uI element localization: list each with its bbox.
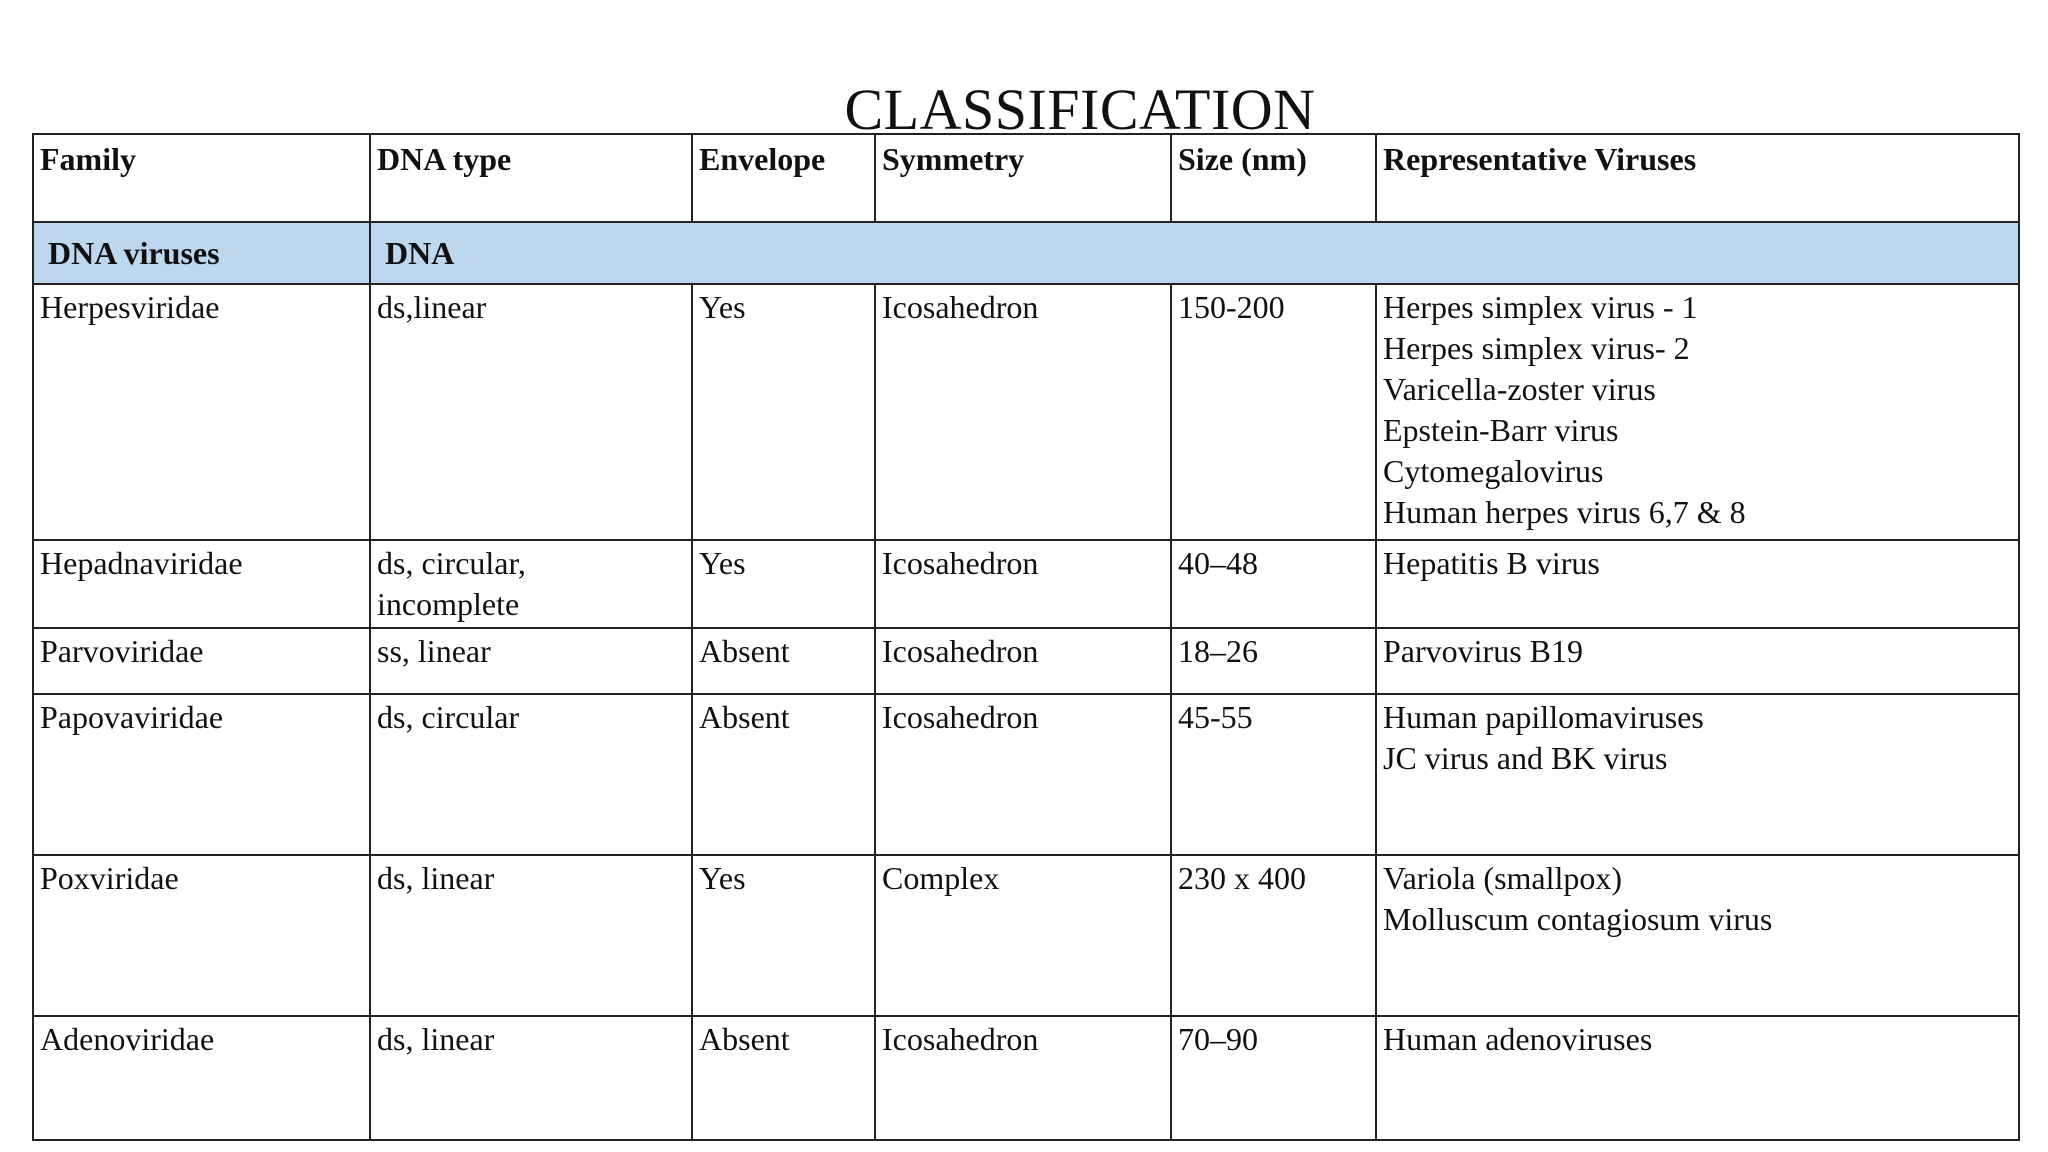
virus-item: Molluscum contagiosum virus: [1383, 901, 1773, 937]
cell-family: Hepadnaviridae: [33, 540, 370, 628]
cell-size: 70–90: [1171, 1016, 1376, 1140]
cell-dna-type: ss, linear: [370, 628, 692, 694]
table-row: [33, 628, 2019, 694]
table-row: [33, 540, 2019, 628]
cell-symmetry: Icosahedron: [875, 1016, 1171, 1140]
cell-envelope: Absent: [692, 1016, 875, 1140]
cell-envelope: Absent: [692, 694, 875, 855]
cell-envelope: Yes: [692, 540, 875, 628]
cell-size: 150-200: [1171, 284, 1376, 540]
virus-item: Parvovirus B19: [1383, 633, 1583, 669]
cell-dna-type: ds,linear: [370, 284, 692, 540]
cell-symmetry: Complex: [875, 855, 1171, 1016]
cell-family: Papovaviridae: [33, 694, 370, 855]
cell-dna-type: [370, 540, 692, 628]
cell-family: Poxviridae: [33, 855, 370, 1016]
dna-type-line: ds, circular,: [377, 545, 526, 581]
cell-dna-type: ds, linear: [370, 1016, 692, 1140]
cell-dna-type: ds, circular: [370, 694, 692, 855]
cell-viruses: [1376, 694, 2019, 855]
cell-viruses: [1376, 1016, 2019, 1140]
table-header-row: [33, 134, 2019, 222]
cell-viruses: [1376, 855, 2019, 1016]
cell-family: Herpesviridae: [33, 284, 370, 540]
virus-item: Herpes simplex virus- 2: [1383, 330, 1690, 366]
table-row: [33, 694, 2019, 855]
table-row: [33, 855, 2019, 1016]
cell-size: 45-55: [1171, 694, 1376, 855]
header-dna-type: DNA type: [370, 134, 692, 222]
virus-item: Varicella-zoster virus: [1383, 371, 1656, 407]
table-row: [33, 284, 2019, 540]
cell-size: 40–48: [1171, 540, 1376, 628]
section-value: DNA: [370, 222, 2019, 284]
cell-symmetry: Icosahedron: [875, 540, 1171, 628]
header-family: Family: [33, 134, 370, 222]
cell-family: Parvoviridae: [33, 628, 370, 694]
cell-viruses: [1376, 540, 2019, 628]
header-symmetry: Symmetry: [875, 134, 1171, 222]
virus-item: Herpes simplex virus - 1: [1383, 289, 1698, 325]
virus-item: Human adenoviruses: [1383, 1021, 1653, 1057]
cell-size: 18–26: [1171, 628, 1376, 694]
cell-viruses: [1376, 284, 2019, 540]
cell-size: 230 x 400: [1171, 855, 1376, 1016]
cell-symmetry: Icosahedron: [875, 694, 1171, 855]
cell-family: Adenoviridae: [33, 1016, 370, 1140]
cell-viruses: [1376, 628, 2019, 694]
section-label: DNA viruses: [33, 222, 370, 284]
dna-type-line: incomplete: [377, 586, 520, 622]
cell-envelope: Absent: [692, 628, 875, 694]
virus-item: Epstein-Barr virus: [1383, 412, 1619, 448]
cell-symmetry: Icosahedron: [875, 284, 1171, 540]
cell-symmetry: Icosahedron: [875, 628, 1171, 694]
cell-envelope: Yes: [692, 284, 875, 540]
table-row: [33, 1016, 2019, 1140]
virus-item: JC virus and BK virus: [1383, 740, 1668, 776]
virus-item: Hepatitis B virus: [1383, 545, 1600, 581]
header-envelope: Envelope: [692, 134, 875, 222]
header-size: Size (nm): [1171, 134, 1376, 222]
classification-table: [32, 133, 2020, 1141]
header-representative-viruses: Representative Viruses: [1376, 134, 2019, 222]
page-title: CLASSIFICATION: [844, 76, 1316, 142]
cell-envelope: Yes: [692, 855, 875, 1016]
cell-dna-type: ds, linear: [370, 855, 692, 1016]
virus-item: Cytomegalovirus: [1383, 453, 1604, 489]
virus-item: Human papillomaviruses: [1383, 699, 1704, 735]
section-row-dna-viruses: [33, 222, 2019, 284]
virus-item: Human herpes virus 6,7 & 8: [1383, 494, 1746, 530]
virus-item: Variola (smallpox): [1383, 860, 1623, 896]
